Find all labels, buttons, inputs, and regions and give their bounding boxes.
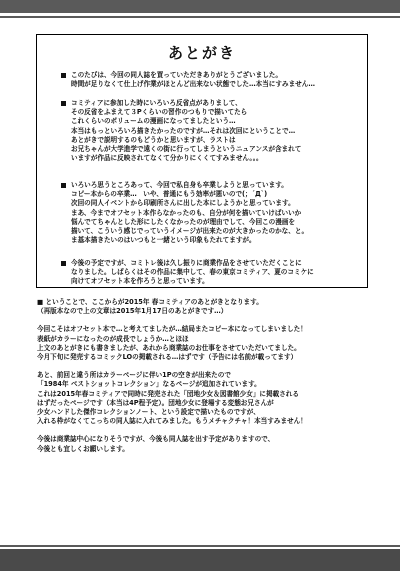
afterword-item	[61, 259, 361, 287]
bullet-marker	[61, 183, 66, 188]
postscript-heading: ■ ということで、ここからが2015年 春コミティアのあとがきとなります。 （再版本なので上の文章は2015年1月17日のあとがきです…）	[37, 298, 263, 316]
afterword-item-text: このたびは、今回の同人誌を買っていただきありがとうございました。 時間が足りなくて仕上げ作業がほとんど出来ない状態でした…本当にすみません…	[71, 71, 315, 89]
bottom-border-line	[0, 545, 400, 547]
bottom-border-band	[0, 549, 400, 571]
bullet-marker	[61, 73, 66, 78]
afterword-item	[61, 71, 361, 89]
top-border-line	[0, 16, 400, 18]
afterword-title: あとがき	[167, 44, 236, 62]
afterword-item-text: 今後の予定ですが、コミトレ後は久し振りに商業作品をさせていただくことに なりました。しばらくはその作品に集中して、春の東京コミティア、夏のコミケに 向けてオフセット本を作ろうと思っています。	[71, 259, 314, 286]
top-border-band	[0, 0, 400, 13]
postscript-section	[37, 298, 372, 463]
afterword-item	[61, 99, 361, 163]
postscript-paragraph: あと、前回と違う所はカラーページに伴い1Pの空きが出来たので 「1984年 ベストショットコレクション」なるページが追加されています。 これは2015年春コミティアで同時に発売された「団地少女＆図書館少女」に掲載される はずだったページです（本当は4P程予定）。団地少女に登場する変態お兄さんが 少女ハンドした傑作コレクションノート、という設定で描いたものですが、 入れる枠がなくてこっちの同人誌に入れてみました。もうメチャクチャ！本当すみません！	[37, 371, 307, 426]
afterword-item-text: コミティアに参加した時にいろいろ反省点がありまして、 その反省をふまえて３Pくらいの習作のつもりで描いてたら これくらいのボリュームの漫画になってましたという… 本当はもっといろいろ描きたかったのですが…それは次回にということで… あとがきで説明するのもどうかと思いますが、ラストは お兄ちゃんが大学進学で遠くの街に行ってしまうというニュアンスが含まれて いますが作品に反映されてなくて分かりにくくてすみません。。。	[71, 99, 302, 163]
postscript-paragraph: 今後は商業誌中心になりそうですが、今後も同人誌を出す予定がありますので、 今後とも宜しくお願いします。	[37, 435, 275, 453]
bullet-marker	[61, 261, 66, 266]
afterword-item	[61, 181, 361, 245]
afterword-item-text: いろいろ思うところあって、今回で私自身も卒業しようと思っています。 コピー本からの卒業… いや、普通にもう効率が悪いので(；´Д`) 次回の同人イベントから印刷所さんに出した本にしようかと思っています。 まあ、今までオフセット本作らなかったのも、自分が何を描いていけばいいか 悩んでてちゃんとした形にしたくなかったのが理由でして、今回この漫画を 描いて、こういう感じでっていうイメージが出来たのが大きかったのかな、と。 ま基本描きたいのはいつもと一緒という印象もたれてますが。	[71, 181, 309, 245]
bullet-marker	[61, 101, 66, 106]
postscript-paragraph: 今回こそはオフセット本で…と考えてましたが…結局またコピー本になってしまいました！ 表紙がカラーになったのが成長でしょうか…とほほ 上文のあとがきにも書きましたが、あれから商業誌のお仕事をさせていただいてました。 今月下旬に発売するコミックLOの掲載される…はずです（予告には名前が載ってます）	[37, 325, 307, 362]
afterword-box	[36, 34, 368, 288]
